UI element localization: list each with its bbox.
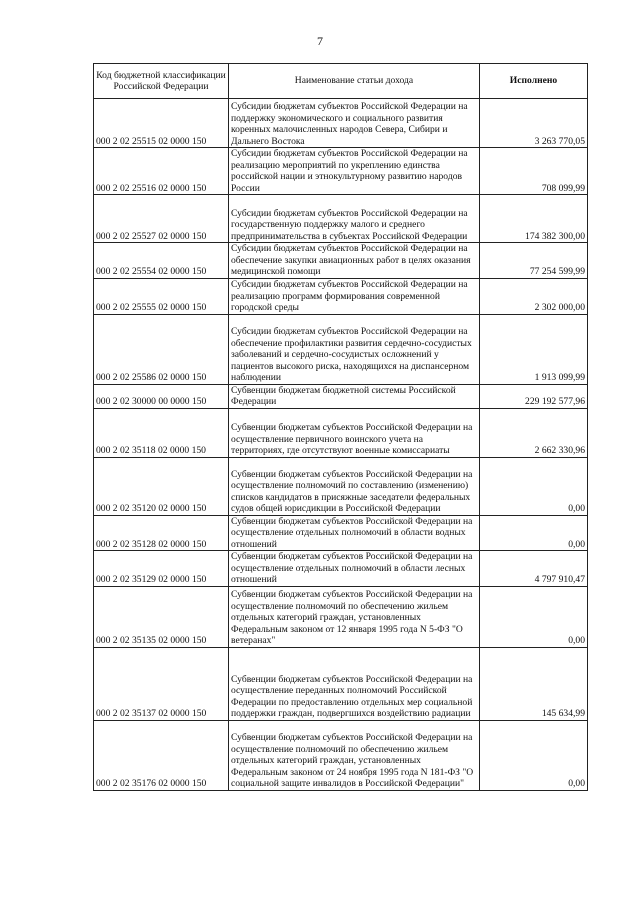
table-row xyxy=(94,457,588,515)
table-row xyxy=(94,278,588,314)
table-row xyxy=(94,195,588,243)
table-row xyxy=(94,314,588,384)
item-name-cell: Субсидии бюджетам субъектов Российской Федерации на обеспечение закупки авиационных работ в целях оказания медицинской помощи xyxy=(229,243,480,279)
item-name-cell: Субсидии бюджетам субъектов Российской Федерации на реализацию программ формирования современной городской среды xyxy=(229,278,480,314)
budget-code-cell: 000 2 02 25555 02 0000 150 xyxy=(94,278,229,314)
table-row xyxy=(94,408,588,457)
budget-code-cell: 000 2 02 25586 02 0000 150 xyxy=(94,314,229,384)
budget-code-cell: 000 2 02 35118 02 0000 150 xyxy=(94,408,229,457)
item-name-cell: Субвенции бюджетам бюджетной системы Российской Федерации xyxy=(229,384,480,408)
budget-code-cell: 000 2 02 25515 02 0000 150 xyxy=(94,99,229,148)
table-row xyxy=(94,720,588,790)
item-name-cell: Субсидии бюджетам субъектов Российской Федерации на обеспечение профилактики развития сердечно-сосудистых заболеваний и сердечно-сосудистых осложнений у пациентов высокого риска, находящихся на диспансерном наблюдении xyxy=(229,314,480,384)
amount-cell: 0,00 xyxy=(480,720,588,790)
item-name-cell: Субвенции бюджетам субъектов Российской Федерации на осуществление первичного воинского учета на территориях, где отсутствуют военные комиссариаты xyxy=(229,408,480,457)
amount-cell: 4 797 910,47 xyxy=(480,551,588,587)
item-name-cell: Субсидии бюджетам субъектов Российской Федерации на поддержку экономического и социального развития коренных малочисленных народов Севера, Сибири и Дальнего Востока xyxy=(229,99,480,148)
amount-cell: 708 099,99 xyxy=(480,148,588,195)
header-name: Наименование статьи дохода xyxy=(229,64,480,99)
table-row xyxy=(94,384,588,408)
budget-code-cell: 000 2 02 35137 02 0000 150 xyxy=(94,647,229,720)
header-amount: Исполнено xyxy=(480,64,588,99)
item-name-cell: Субвенции бюджетам субъектов Российской Федерации на осуществление полномочий по обеспечению жильем отдельных категорий граждан, установленных Федеральным законом от 12 января 1995 года N 5-ФЗ "О ветеранах" xyxy=(229,586,480,647)
amount-cell: 0,00 xyxy=(480,457,588,515)
item-name-cell: Субвенции бюджетам субъектов Российской Федерации на осуществление отдельных полномочий в области лесных отношений xyxy=(229,551,480,587)
table-row xyxy=(94,515,588,551)
amount-cell: 1 913 099,99 xyxy=(480,314,588,384)
budget-code-cell: 000 2 02 35129 02 0000 150 xyxy=(94,551,229,587)
item-name-cell: Субсидии бюджетам субъектов Российской Федерации на реализацию мероприятий по укреплению единства российской нации и этнокультурному развитию народов России xyxy=(229,148,480,195)
page-number: 7 xyxy=(317,34,323,48)
item-name-cell: Субвенции бюджетам субъектов Российской Федерации на осуществление полномочий по обеспечению жильем отдельных категорий граждан, установленных Федеральным законом от 24 ноября 1995 года N 181-ФЗ "О социальной защите инвалидов в Российской Федерации" xyxy=(229,720,480,790)
table-header-row xyxy=(94,64,588,99)
budget-code-cell: 000 2 02 25554 02 0000 150 xyxy=(94,243,229,279)
budget-code-cell: 000 2 02 35120 02 0000 150 xyxy=(94,457,229,515)
item-name-cell: Субсидии бюджетам субъектов Российской Федерации на государственную поддержку малого и среднего предпринимательства в субъектах Российской Федерации xyxy=(229,195,480,243)
amount-cell: 145 634,99 xyxy=(480,647,588,720)
amount-cell: 3 263 770,05 xyxy=(480,99,588,148)
amount-cell: 77 254 599,99 xyxy=(480,243,588,279)
table-row xyxy=(94,99,588,148)
item-name-cell: Субвенции бюджетам субъектов Российской Федерации на осуществление отдельных полномочий в области водных отношений xyxy=(229,515,480,551)
budget-code-cell: 000 2 02 30000 00 0000 150 xyxy=(94,384,229,408)
budget-code-cell: 000 2 02 35176 02 0000 150 xyxy=(94,720,229,790)
header-code: Код бюджетной классификации Российской Федерации xyxy=(94,64,229,99)
table-row xyxy=(94,243,588,279)
budget-code-cell: 000 2 02 35135 02 0000 150 xyxy=(94,586,229,647)
budget-code-cell: 000 2 02 25527 02 0000 150 xyxy=(94,195,229,243)
item-name-cell: Субвенции бюджетам субъектов Российской Федерации на осуществление переданных полномочий Российской Федерации по предоставлению отдельных мер социальной поддержки граждан, подвергшихся воздействию радиации xyxy=(229,647,480,720)
budget-code-cell: 000 2 02 25516 02 0000 150 xyxy=(94,148,229,195)
revenue-table xyxy=(93,63,588,791)
amount-cell: 174 382 300,00 xyxy=(480,195,588,243)
budget-code-cell: 000 2 02 35128 02 0000 150 xyxy=(94,515,229,551)
table-row xyxy=(94,586,588,647)
table-row xyxy=(94,148,588,195)
item-name-cell: Субвенции бюджетам субъектов Российской Федерации на осуществление полномочий по составлению (изменению) списков кандидатов в присяжные заседатели федеральных судов общей юрисдикции в Российской Федерации xyxy=(229,457,480,515)
amount-cell: 229 192 577,96 xyxy=(480,384,588,408)
amount-cell: 0,00 xyxy=(480,586,588,647)
amount-cell: 2 302 000,00 xyxy=(480,278,588,314)
amount-cell: 0,00 xyxy=(480,515,588,551)
table-row xyxy=(94,551,588,587)
amount-cell: 2 662 330,96 xyxy=(480,408,588,457)
table-row xyxy=(94,647,588,720)
